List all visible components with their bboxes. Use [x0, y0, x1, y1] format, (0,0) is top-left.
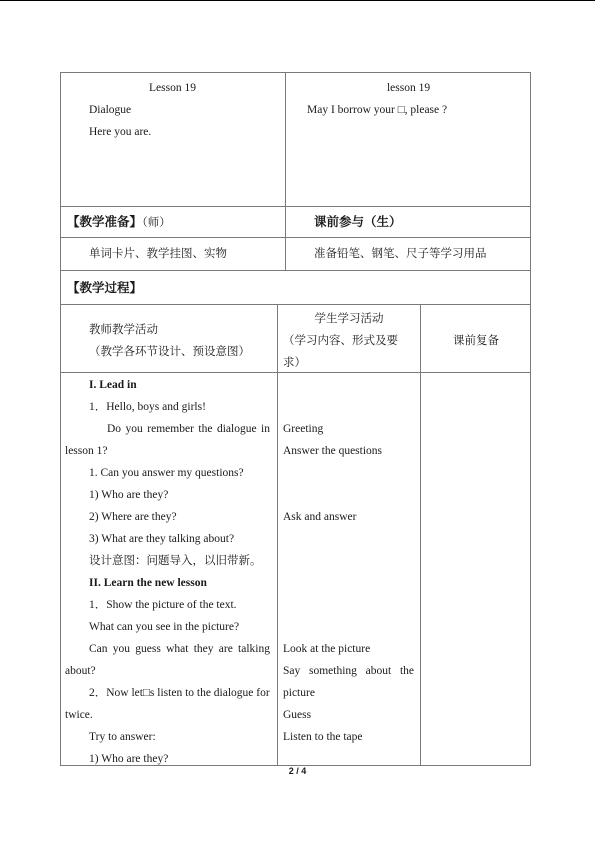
- col3-header: 课前复备: [453, 333, 499, 347]
- prep-divider: [285, 206, 286, 270]
- student-activity-line: Listen to the tape: [283, 731, 363, 743]
- student-activity-line: [283, 664, 414, 678]
- col-divider-2: [420, 304, 421, 766]
- col2-header-line1: 学生学习活动: [314, 311, 384, 325]
- lesson-right-title: lesson 19: [386, 82, 431, 94]
- student-activity-line: Greeting: [283, 423, 324, 435]
- teacher-activity-line: twice.: [65, 709, 93, 721]
- row-divider: [60, 206, 531, 207]
- teacher-activity-line: 3) What are they talking about?: [89, 533, 235, 545]
- teacher-activity-line: 1．Hello, boys and girls!: [89, 401, 206, 413]
- student-activity-line: Look at the picture: [283, 643, 371, 655]
- student-prep-items: 准备铅笔、钢笔、尺子等学习用品: [314, 246, 487, 260]
- student-activity-line: Answer the questions: [283, 445, 383, 457]
- teacher-activity-line: 1．Show the picture of the text.: [89, 599, 237, 611]
- teacher-activity-line: 1) Who are they?: [89, 753, 169, 765]
- col-divider-1: [277, 304, 278, 766]
- teacher-activity-line: about?: [65, 665, 96, 677]
- lesson-table: [60, 72, 531, 766]
- row-divider: [60, 270, 531, 271]
- row-divider: [60, 372, 531, 373]
- teacher-activity-line: [89, 642, 270, 656]
- page-number: 2 / 4: [288, 766, 307, 776]
- teacher-activity-line: Try to answer:: [89, 731, 156, 743]
- teacher-activity-line: 2) Where are they?: [89, 511, 177, 523]
- teacher-prep-header: [67, 215, 171, 229]
- lesson-left-line2: Here you are.: [89, 126, 152, 138]
- student-activity-line: Ask and answer: [283, 511, 357, 523]
- student-activity-line: picture: [283, 687, 315, 699]
- page-top-rule: [0, 0, 595, 1]
- teacher-activity-line: 2．Now let□s listen to the dialogue for: [89, 687, 270, 699]
- student-activity-text: Say something about the: [283, 665, 414, 677]
- teacher-activity-line: lesson 1?: [65, 445, 108, 457]
- lesson-right-line1: May I borrow your □, please ?: [307, 104, 448, 116]
- teacher-prep-items: 单词卡片、教学挂图、实物: [89, 246, 227, 260]
- teacher-activity-text: Do you remember the dialogue in: [107, 423, 270, 435]
- section-lead-in: I. Lead in: [89, 379, 137, 391]
- row-divider: [60, 304, 531, 305]
- teacher-prep-title: 【教学准备】: [67, 214, 143, 229]
- row-divider: [60, 237, 531, 238]
- teacher-activity-line: 1) Who are they?: [89, 489, 169, 501]
- section-learn-new-lesson: II. Learn the new lesson: [89, 577, 207, 589]
- col2-header-line3: 求）: [283, 355, 306, 369]
- teacher-activity-line: 1. Can you answer my questions?: [89, 467, 244, 479]
- student-prep-header: 课前参与（生）: [314, 214, 402, 229]
- lesson-left-line1: Dialogue: [89, 104, 132, 116]
- design-intent: 设计意图：问题导入，以旧带新。: [89, 553, 262, 567]
- teacher-activity-line: [107, 422, 270, 436]
- teacher-activity-line: What can you see in the picture?: [89, 621, 240, 633]
- teacher-activity-text: Can you guess what they are talking: [89, 643, 270, 655]
- col2-header-line2: （学习内容、形式及要: [283, 333, 398, 347]
- process-header: 【教学过程】: [67, 280, 143, 295]
- col1-header-line2: （教学各环节设计、预设意图）: [89, 344, 250, 358]
- student-activity-line: Guess: [283, 709, 312, 721]
- col1-header-line1: 教师教学活动: [89, 322, 158, 336]
- lesson-left-title: Lesson 19: [149, 82, 196, 94]
- teacher-prep-sub: （师）: [142, 215, 171, 229]
